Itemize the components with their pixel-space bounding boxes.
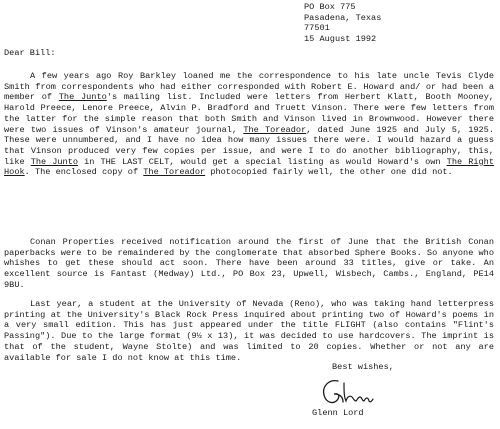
- handwritten-signature: [316, 375, 376, 411]
- address-zip: 77501: [304, 23, 330, 34]
- p3-text: Last year, a student at the University of Nevada (Reno), who was taking hand letterpress printing at the University's Black Rock Press inquired about printing two of Howard's poems in a very small edition. This has just appeared under the title FLIGHT (also contains "Flint's Passing"). Due to the large format (9½ x 13), it was decided to use hardcovers. The imprint is that of the student, Wayne Stolte) and was limited to 20 copies. Whether or not any are available for sale I do not know at this time.: [4, 299, 494, 363]
- address-city: Pasadena, Texas: [304, 12, 382, 23]
- title-the-junto-2: The Junto: [30, 156, 79, 167]
- letter-date: 15 August 1992: [304, 34, 377, 45]
- p1-text-2: 's mailing list. Included were letters from Herbert Klatt, Booth Mooney, Harold Preece, Lenore Preece, Alvin P. Bradford and Truett Vinson. There were few letters from the latter for the simple reason that both Smith and Vinson lived in Brownwood. However there were two issues of Vinson's amateur journal,: [4, 92, 495, 135]
- p1-text-3: , dated June 1925 and July 5, 1925. These were unnumbered, and I have no idea how many issues there were. I would hazard a guess that Vinson produced very few copies per issue, and were I to do another bibliography, this, like: [4, 124, 494, 167]
- paragraph-2: [4, 237, 494, 291]
- sender-address: [304, 2, 494, 45]
- salutation: Dear Bill:: [4, 48, 56, 58]
- title-the-junto: The Junto: [58, 92, 107, 103]
- signer-name: Glenn Lord: [312, 408, 364, 418]
- paragraph-1: [4, 71, 494, 178]
- p1-text-5: . The enclosed copy of: [24, 167, 144, 178]
- p1-text-1: A few years ago Roy Barkley loaned me the correspondence to his late uncle Tevis Clyde Smith from correspondents who had either corresponded with Robert E. Howard and/ or had been a member of: [4, 71, 494, 103]
- title-the-right-hook: The Right Hook: [4, 156, 494, 178]
- closing: Best wishes,: [332, 362, 394, 372]
- p1-text-6: photocopied fairly well, the other one did not.: [205, 167, 453, 178]
- paragraph-3: [4, 299, 494, 363]
- title-the-toreador: The Toreador: [243, 124, 307, 135]
- title-the-toreador-2: The Toreador: [143, 167, 206, 178]
- p1-text-4: in THE LAST CELT, would get a special listing as would Howard's own: [78, 156, 447, 167]
- p2-text: Conan Properties received notification around the first of June that the British Conan paperbacks were to be remaindered by the conglomerate that absorbed Sphere Books. So anyone who whishes to get these should act soon. There have been around 33 titles, give or take. An excellent source is Fantast (Medway) Ltd., PO Box 23, Upwell, Wisbech, Cambs., England, PE14 9BU.: [4, 237, 494, 290]
- address-po-box: PO Box 775: [304, 2, 356, 12]
